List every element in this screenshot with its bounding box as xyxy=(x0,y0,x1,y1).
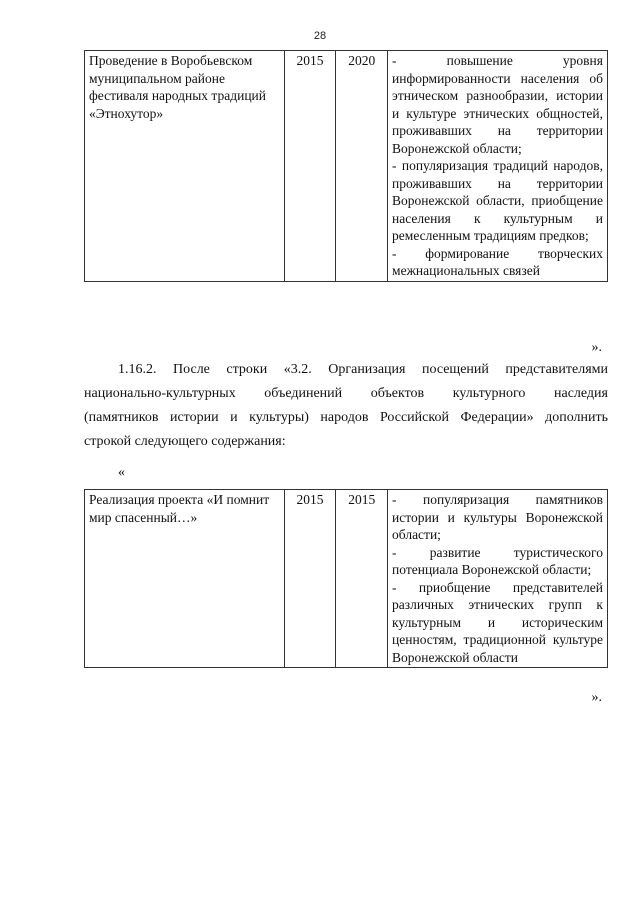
result-item: - приобщение представителей различных этнических групп к культурным и историческим ценностям, традиционной культуре Воронежской области xyxy=(392,579,603,665)
event-name-cell: Проведение в Воробьевском муниципальном районе фестиваля народных традиций «Этнохутор» xyxy=(85,51,285,282)
opening-quote: « xyxy=(118,465,125,480)
expected-results-cell xyxy=(388,51,608,282)
closing-quote: ». xyxy=(591,340,602,355)
year-end-cell: 2015 xyxy=(336,490,388,668)
page-number: 28 xyxy=(313,30,327,42)
event-table-project xyxy=(84,489,608,668)
year-start-cell: 2015 xyxy=(284,490,336,668)
result-item: - популяризация традиций народов, проживавших на территории Воронежской области, приобщение населения к культурным и ремесленным традициям предков; xyxy=(392,158,603,243)
paragraph-line: национально-культурных объединений объектов культурного наследия xyxy=(84,386,608,401)
result-item: - повышение уровня информированности населения об этническом разнообразии, истории и культуре этнических общностей, проживавших на территории Воронежской области; xyxy=(392,53,603,156)
event-name-cell: Реализация проекта «И помнит мир спасенный…» xyxy=(85,490,285,668)
year-start-cell: 2015 xyxy=(284,51,336,282)
event-table-ethnokhutor xyxy=(84,50,608,282)
paragraph-line: строкой следующего содержания: xyxy=(84,434,286,449)
table-row xyxy=(85,51,608,282)
expected-results-cell xyxy=(388,490,608,668)
paragraph-line: 1.16.2. После строки «3.2. Организация посещений представителями xyxy=(118,362,608,377)
amendment-paragraph xyxy=(84,358,608,454)
closing-quote: ». xyxy=(591,690,602,705)
result-item: - развитие туристического потенциала Воронежской области; xyxy=(392,544,603,577)
result-item: - формирование творческих межнациональных связей xyxy=(392,245,603,278)
paragraph-line: (памятников истории и культуры) народов Российской Федерации» дополнить xyxy=(84,410,608,425)
year-end-cell: 2020 xyxy=(336,51,388,282)
result-item: - популяризация памятников истории и культуры Воронежской области; xyxy=(392,492,603,542)
table-row xyxy=(85,490,608,668)
